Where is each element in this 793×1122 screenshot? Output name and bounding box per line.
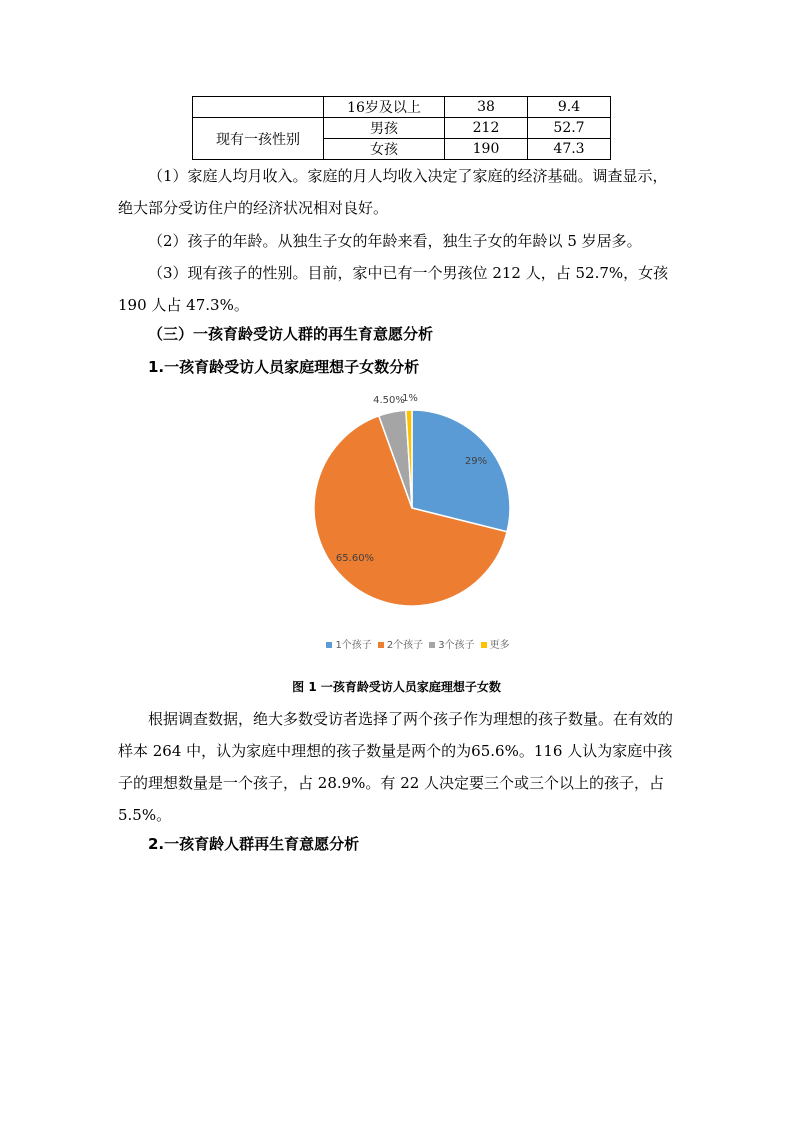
table-cell-item: 16岁及以上 (324, 97, 445, 118)
table-cell-percent: 9.4 (528, 97, 611, 118)
legend-swatch (481, 642, 487, 648)
legend-item (320, 640, 371, 651)
table-row (193, 97, 611, 118)
table-cell-count: 212 (445, 118, 528, 139)
legend-item (372, 640, 423, 651)
legend-swatch (429, 642, 435, 648)
legend-item (475, 640, 510, 651)
legend-label: 3个孩子 (438, 640, 475, 651)
table-cell-group (193, 97, 324, 118)
pie-slice-label: 29% (464, 456, 488, 467)
table-cell-item: 女孩 (324, 139, 445, 160)
table-row (193, 118, 611, 139)
pie-slice-label: 1% (402, 393, 418, 404)
paragraph-gender: （3）现有孩子的性别。目前，家中已有一个男孩位 212 人，占 52.7%，女孩 190 人占 47.3%。 (118, 264, 669, 314)
legend-swatch (378, 642, 384, 648)
legend-label: 1个孩子 (335, 640, 372, 651)
demographics-table (192, 96, 611, 160)
legend-swatch (326, 642, 332, 648)
subsection-heading-1: 1.一孩育龄受访人员家庭理想子女数分析 (148, 358, 420, 376)
pie-slice-label: 4.50% (373, 395, 405, 406)
paragraph-income: （1）家庭人均月收入。家庭的月人均收入决定了家庭的经济基础。调查显示，绝大部分受访住户的经济状况相对良好。 (118, 167, 668, 217)
table-cell-count: 190 (445, 139, 528, 160)
table-cell-percent: 52.7 (528, 118, 611, 139)
table-cell-group: 现有一孩性别 (193, 118, 324, 160)
legend-item (423, 640, 474, 651)
chart-legend (300, 636, 530, 651)
paragraph-analysis: 根据调查数据，绝大多数受访者选择了两个孩子作为理想的孩子数量。在有效的样本 264 中，认为家庭中理想的孩子数量是两个的为65.6%。116 人认为家庭中孩子的理想数量是一个孩子，占 28.9%。有 22 人决定要三个或三个以上的孩子，占 5.5%。 (118, 710, 674, 824)
legend-label: 2个孩子 (386, 640, 424, 651)
table-cell-percent: 47.3 (528, 139, 611, 160)
pie-slice-label: 65.60% (335, 553, 375, 564)
pie-chart (300, 385, 530, 625)
paragraph-age: （2）孩子的年龄。从独生子女的年龄来看，独生子女的年龄以 5 岁居多。 (148, 232, 642, 250)
legend-label: 更多 (489, 640, 510, 651)
table-cell-count: 38 (445, 97, 528, 118)
table-cell-item: 男孩 (324, 118, 445, 139)
subsection-heading-2: 2.一孩育龄人群再生育意愿分析 (148, 835, 360, 853)
section-heading: （三）一孩育龄受访人群的再生育意愿分析 (148, 325, 434, 343)
figure-caption: 图 1 一孩育龄受访人员家庭理想子女数 (292, 680, 501, 694)
